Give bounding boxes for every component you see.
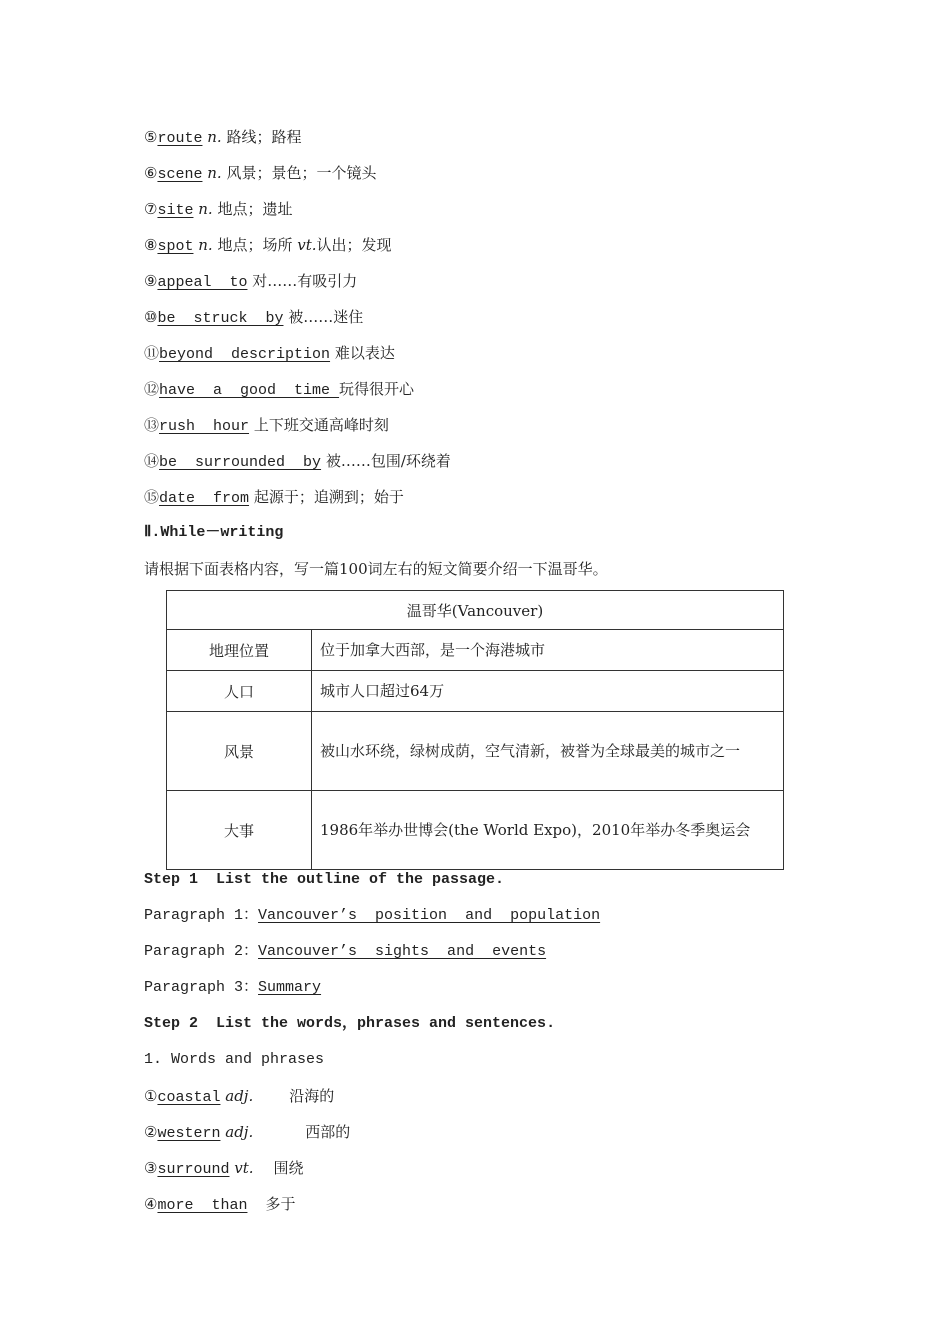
- vocab-item: ④more than 多于: [144, 1195, 296, 1214]
- vocab-item: ⑫have a good time 玩得很开心: [144, 380, 415, 399]
- vocab-item: ⑩be struck by 被……迷住: [144, 308, 364, 327]
- vocab-item: ⑨appeal to 对……有吸引力: [144, 272, 358, 291]
- table-row-value: 1986年举办世博会(the World Expo)，2010年举办冬季奥运会: [312, 791, 784, 870]
- table-row-value: 被山水环绕，绿树成荫，空气清新，被誉为全球最美的城市之一: [312, 712, 784, 791]
- table-title: 温哥华(Vancouver): [167, 591, 784, 630]
- table-row: [167, 712, 784, 791]
- outline-paragraph: Paragraph 3：Summary: [144, 979, 322, 996]
- vocab-item: ⑤route n. 路线；路程: [144, 128, 302, 147]
- vocab-item: ⑭be surrounded by 被……包围/环绕着: [144, 452, 451, 471]
- vocab-item: ⑬rush hour 上下班交通高峰时刻: [144, 416, 389, 435]
- step1-heading: Step 1 List the outline of the passage.: [144, 871, 505, 888]
- vocab-item: ①coastal adj. 沿海的: [144, 1087, 335, 1106]
- section-heading: Ⅱ.While－writing: [144, 524, 284, 541]
- vocab-item: ⑦site n. 地点；遗址: [144, 200, 293, 219]
- vocab-item: ③surround vt. 围绕: [144, 1159, 304, 1178]
- table-row-label: 地理位置: [167, 630, 312, 671]
- table-row-label: 人口: [167, 671, 312, 712]
- table-title-row: [167, 591, 784, 630]
- vocab-item: ⑧spot n. 地点；场所 vt.认出；发现: [144, 236, 392, 255]
- vocab-item: ⑪beyond description 难以表达: [144, 344, 395, 363]
- outline-paragraph: Paragraph 2：Vancouver’s sights and events: [144, 943, 547, 960]
- table-row-value: 城市人口超过64万: [312, 671, 784, 712]
- table-row: [167, 791, 784, 870]
- instruction-text: 请根据下面表格内容，写一篇100词左右的短文简要介绍一下温哥华。: [144, 560, 608, 578]
- vancouver-info-table: [166, 590, 784, 870]
- vocab-item: ⑮date from 起源于；追溯到；始于: [144, 488, 404, 507]
- table-row-label: 风景: [167, 712, 312, 791]
- table-row: [167, 671, 784, 712]
- step2-heading: Step 2 List the words，phrases and sentences.: [144, 1015, 556, 1032]
- step2-subheading: 1. Words and phrases: [144, 1051, 325, 1068]
- vocab-item: ②western adj. 西部的: [144, 1123, 351, 1142]
- table-row: [167, 630, 784, 671]
- outline-paragraph: Paragraph 1：Vancouver’s position and population: [144, 907, 601, 924]
- table-row-value: 位于加拿大西部，是一个海港城市: [312, 630, 784, 671]
- vocab-item: ⑥scene n. 风景；景色；一个镜头: [144, 164, 377, 183]
- table-row-label: 大事: [167, 791, 312, 870]
